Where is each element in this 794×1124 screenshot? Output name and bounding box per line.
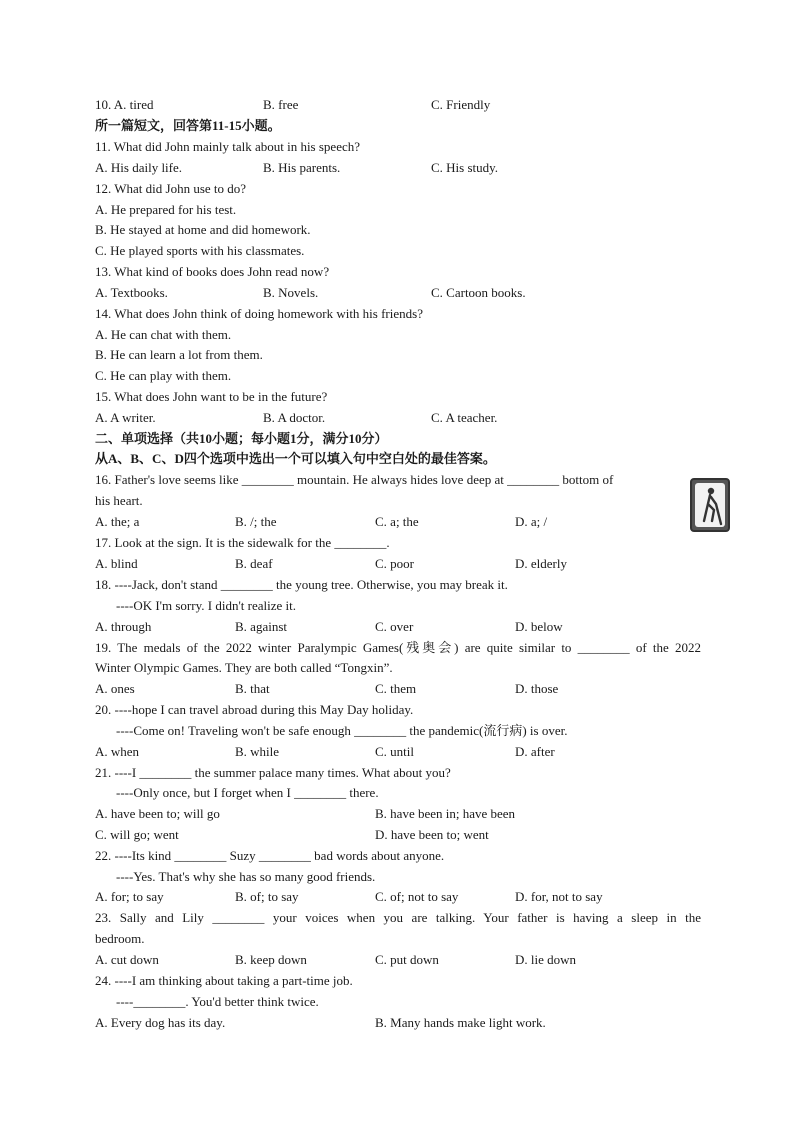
q23-option-d: D. lie down <box>515 952 577 967</box>
q23-option-b: B. keep down <box>235 952 307 967</box>
q21-option-c: C. will go; went <box>95 827 179 842</box>
q16-stem-line1: 16. Father's love seems like ________ mountain. He always hides love deep at ________ bottom of <box>95 472 614 487</box>
q12-option-c: C. He played sports with his classmates. <box>95 243 305 258</box>
q21-options-row1 <box>0 806 794 822</box>
listening-section-instruction: 所一篇短文，回答第11-15小题。 <box>95 118 281 133</box>
q24-option-b: B. Many hands make light work. <box>375 1015 546 1030</box>
q15-options <box>0 410 794 426</box>
q22-options <box>0 889 794 905</box>
q18-option-c: C. over <box>375 619 414 634</box>
q13-option-c: C. Cartoon books. <box>431 285 526 300</box>
q18-stem-line1: 18. ----Jack, don't stand ________ the young tree. Otherwise, you may break it. <box>95 577 508 592</box>
q13-option-b: B. Novels. <box>263 285 319 300</box>
q14-option-b: B. He can learn a lot from them. <box>95 347 263 362</box>
q24-option-a: A. Every dog has its day. <box>95 1015 226 1030</box>
q14-stem: 14. What does John think of doing homework with his friends? <box>95 306 423 321</box>
q12-option-b: B. He stayed at home and did homework. <box>95 222 311 237</box>
q23-stem-line2: bedroom. <box>95 931 145 946</box>
q13-option-a: A. Textbooks. <box>95 285 168 300</box>
q17-option-b: B. deaf <box>235 556 273 571</box>
q18-option-d: D. below <box>515 619 563 634</box>
q11-option-c: C. His study. <box>431 160 499 175</box>
q13-options <box>0 285 794 301</box>
q19-stem-line1: 19. The medals of the 2022 winter Paralympic Games(残奥会) are quite similar to ________ of the 2022 <box>95 640 701 655</box>
q17-option-c: C. poor <box>375 556 414 571</box>
q19-option-b: B. that <box>235 681 270 696</box>
q17-stem: 17. Look at the sign. It is the sidewalk for the ________. <box>95 535 390 550</box>
q23-option-c: C. put down <box>375 952 439 967</box>
q16-options <box>0 514 794 530</box>
q13-stem: 13. What kind of books does John read now? <box>95 264 330 279</box>
q14-option-a: A. He can chat with them. <box>95 327 232 342</box>
blind-walking-sign-icon <box>690 478 730 532</box>
q24-stem-line1: 24. ----I am thinking about taking a part-time job. <box>95 973 353 988</box>
q10-option-a: 10. A. tired <box>95 97 154 112</box>
q14-option-c: C. He can play with them. <box>95 368 232 383</box>
q20-option-b: B. while <box>235 744 280 759</box>
q22-option-d: D. for, not to say <box>515 889 603 904</box>
q22-option-a: A. for; to say <box>95 889 164 904</box>
q19-option-a: A. ones <box>95 681 135 696</box>
q24-stem-line2: ----________. You'd better think twice. <box>116 994 319 1009</box>
q12-option-a: A. He prepared for his test. <box>95 202 237 217</box>
q11-stem: 11. What did John mainly talk about in his speech? <box>95 139 361 154</box>
q10-options <box>0 97 794 113</box>
q23-options <box>0 952 794 968</box>
q17-options <box>0 556 794 572</box>
q22-option-b: B. of; to say <box>235 889 299 904</box>
q22-option-c: C. of; not to say <box>375 889 459 904</box>
q19-option-c: C. them <box>375 681 417 696</box>
q20-stem-line2: ----Come on! Traveling won't be safe enough ________ the pandemic(流行病) is over. <box>116 723 568 738</box>
q12-stem: 12. What did John use to do? <box>95 181 247 196</box>
q23-stem-line1: 23. Sally and Lily ________ your voices when you are talking. Your father is having a sleep in the <box>95 910 701 925</box>
q11-option-b: B. His parents. <box>263 160 341 175</box>
q16-option-d: D. a; / <box>515 514 548 529</box>
q21-option-b: B. have been in; have been <box>375 806 516 821</box>
q18-options <box>0 619 794 635</box>
q21-option-a: A. have been to; will go <box>95 806 220 821</box>
q21-options-row2 <box>0 827 794 843</box>
q20-option-c: C. until <box>375 744 415 759</box>
q11-options <box>0 160 794 176</box>
q18-option-b: B. against <box>235 619 287 634</box>
q15-option-b: B. A doctor. <box>263 410 326 425</box>
q23-option-a: A. cut down <box>95 952 159 967</box>
q20-stem-line1: 20. ----hope I can travel abroad during this May Day holiday. <box>95 702 414 717</box>
q15-option-c: C. A teacher. <box>431 410 498 425</box>
q16-stem-line2: his heart. <box>95 493 143 508</box>
q19-stem-line2: Winter Olympic Games. They are both called “Tongxin”. <box>95 660 393 675</box>
q18-option-a: A. through <box>95 619 152 634</box>
q16-option-c: C. a; the <box>375 514 419 529</box>
q20-options <box>0 744 794 760</box>
q24-options <box>0 1015 794 1031</box>
q15-stem: 15. What does John want to be in the future? <box>95 389 328 404</box>
q18-stem-line2: ----OK I'm sorry. I didn't realize it. <box>116 598 297 613</box>
q11-option-a: A. His daily life. <box>95 160 183 175</box>
q22-stem-line2: ----Yes. That's why she has so many good friends. <box>116 869 376 884</box>
section2-instruction: 从A、B、C、D四个选项中选出一个可以填入句中空白处的最佳答案。 <box>95 451 496 466</box>
q20-option-d: D. after <box>515 744 555 759</box>
q21-option-d: D. have been to; went <box>375 827 489 842</box>
q19-option-d: D. those <box>515 681 559 696</box>
section2-title: 二、单项选择（共10小题；每小题1分，满分10分） <box>95 431 388 446</box>
q16-option-b: B. /; the <box>235 514 277 529</box>
q21-stem-line1: 21. ----I ________ the summer palace many times. What about you? <box>95 765 451 780</box>
q17-option-a: A. blind <box>95 556 138 571</box>
q17-option-d: D. elderly <box>515 556 567 571</box>
blind-person-icon <box>692 480 728 530</box>
q19-options <box>0 681 794 697</box>
q15-option-a: A. A writer. <box>95 410 156 425</box>
q20-option-a: A. when <box>95 744 140 759</box>
q21-stem-line2: ----Only once, but I forget when I ________ there. <box>116 785 379 800</box>
q16-option-a: A. the; a <box>95 514 140 529</box>
q10-option-b: B. free <box>263 97 299 112</box>
q10-option-c: C. Friendly <box>431 97 491 112</box>
q22-stem-line1: 22. ----Its kind ________ Suzy ________ bad words about anyone. <box>95 848 445 863</box>
